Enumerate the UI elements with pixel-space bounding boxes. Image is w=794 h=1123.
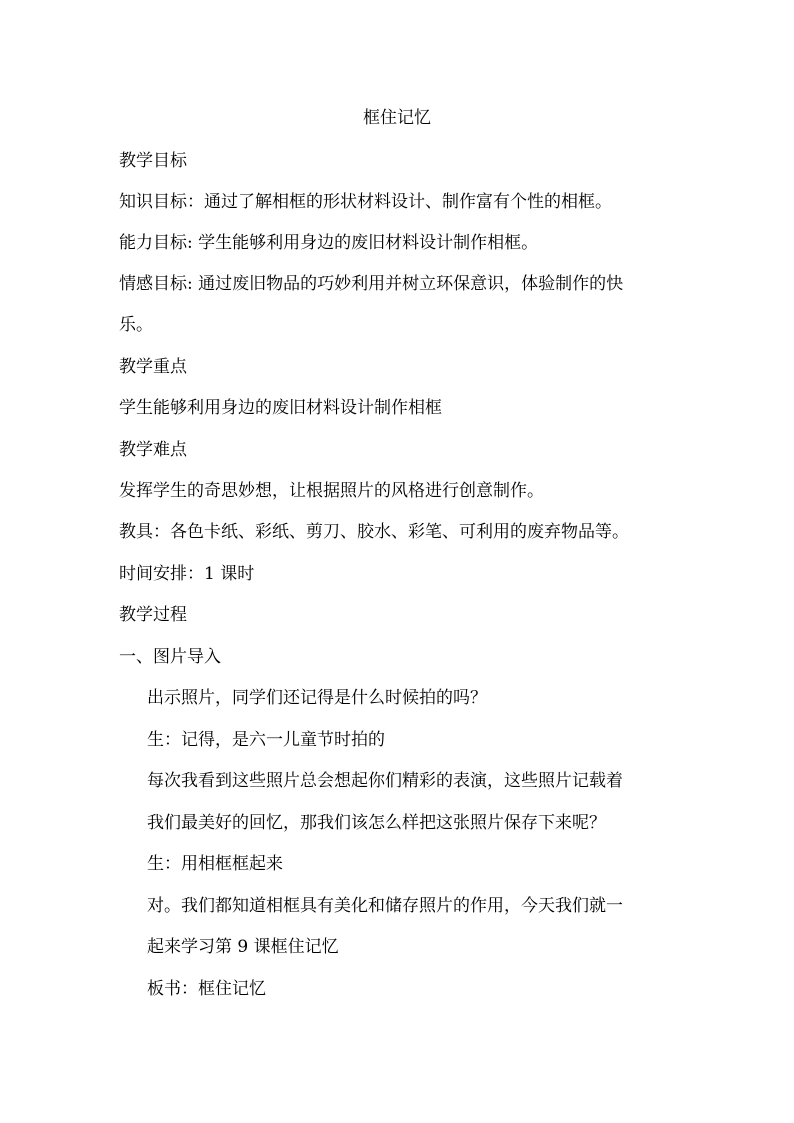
process-heading: 教学过程 bbox=[119, 605, 187, 625]
paragraph-board: 板书：框住记忆 bbox=[147, 979, 266, 999]
paragraph-show-photo: 出示照片，同学们还记得是什么时候拍的吗？ bbox=[147, 688, 487, 708]
paragraph-teacher2-line-2: 起来学习第 9 课框住记忆 bbox=[147, 937, 339, 957]
key-point-text: 学生能够利用身边的废旧材料设计制作相框 bbox=[119, 398, 442, 418]
section-one-heading: 一、图片导入 bbox=[119, 647, 221, 667]
paragraph-student-answer-2: 生：用相框框起来 bbox=[147, 854, 283, 874]
emotion-goal-line2: 乐。 bbox=[119, 315, 153, 335]
time-arrangement: 时间安排：1 课时 bbox=[119, 564, 255, 584]
teaching-aids: 教具：各色卡纸、彩纸、剪刀、胶水、彩笔、可利用的废弃物品等。 bbox=[119, 522, 629, 542]
key-point-heading: 教学重点 bbox=[119, 357, 187, 377]
difficulty-heading: 教学难点 bbox=[119, 440, 187, 460]
document-title: 框住记忆 bbox=[363, 108, 431, 128]
paragraph-teacher2-line-1: 对。我们都知道相框具有美化和储存照片的作用，今天我们就一 bbox=[147, 896, 623, 916]
knowledge-goal: 知识目标：通过了解相框的形状材料设计、制作富有个性的相框。 bbox=[119, 192, 612, 212]
teaching-goals-heading: 教学目标 bbox=[119, 151, 187, 171]
difficulty-text: 发挥学生的奇思妙想，让根据照片的风格进行创意制作。 bbox=[119, 481, 544, 501]
emotion-goal-line1: 情感目标: 通过废旧物品的巧妙利用并树立环保意识，体验制作的快 bbox=[119, 274, 624, 294]
paragraph-teacher-line-1: 每次我看到这些照片总会想起你们精彩的表演，这些照片记载着 bbox=[147, 771, 623, 791]
ability-goal: 能力目标: 学生能够利用身边的废旧材料设计制作相框。 bbox=[119, 233, 539, 253]
paragraph-teacher-line-2: 我们最美好的回忆，那我们该怎么样把这张照片保存下来呢？ bbox=[147, 813, 606, 833]
paragraph-student-answer-1: 生：记得，是六一儿童节时拍的 bbox=[147, 730, 385, 750]
